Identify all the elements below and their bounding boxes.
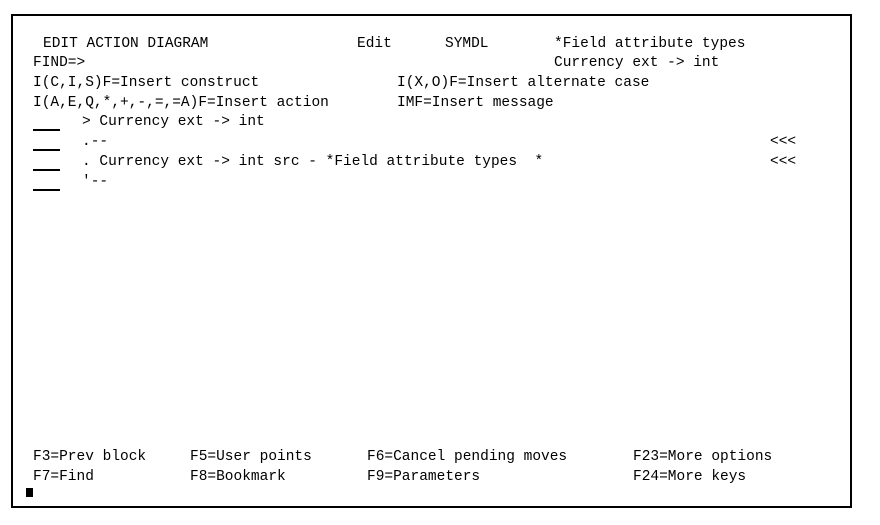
fkey-find[interactable]: F7=Find	[33, 469, 94, 485]
fkey-prev-block[interactable]: F3=Prev block	[33, 449, 147, 465]
find-label: FIND=>	[33, 55, 86, 71]
line-command-input[interactable]	[33, 133, 60, 151]
fkey-cancel-pending-moves[interactable]: F6=Cancel pending moves	[367, 449, 568, 465]
text-cursor	[26, 488, 33, 497]
fkey-bookmark[interactable]: F8=Bookmark	[190, 469, 286, 485]
help-insert-action: I(A,E,Q,*,+,-,=,=A)F=Insert action	[33, 95, 329, 111]
fkey-more-keys[interactable]: F24=More keys	[633, 469, 747, 485]
help-insert-construct: I(C,I,S)F=Insert construct	[33, 75, 260, 91]
find-input[interactable]	[90, 54, 390, 72]
mode-indicator: Edit	[357, 36, 392, 52]
diagram-line: .--	[82, 134, 109, 150]
terminal-screen	[11, 14, 852, 508]
diagram-line: '--	[82, 174, 109, 190]
sub-function-name: Currency ext -> int	[554, 55, 720, 71]
block-marker: <<<	[770, 134, 797, 150]
block-marker: <<<	[770, 154, 797, 170]
model-name: SYMDL	[445, 36, 489, 52]
help-insert-message: IMF=Insert message	[397, 95, 554, 111]
diagram-line: > Currency ext -> int	[82, 114, 265, 130]
line-command-input[interactable]	[33, 153, 60, 171]
fkey-user-points[interactable]: F5=User points	[190, 449, 312, 465]
diagram-line: . Currency ext -> int src - *Field attribute types *	[82, 154, 544, 170]
screen-title: EDIT ACTION DIAGRAM	[43, 36, 209, 52]
fkey-more-options[interactable]: F23=More options	[633, 449, 773, 465]
line-command-input[interactable]	[33, 113, 60, 131]
help-insert-alternate: I(X,O)F=Insert alternate case	[397, 75, 650, 91]
fkey-parameters[interactable]: F9=Parameters	[367, 469, 481, 485]
line-command-input[interactable]	[33, 173, 60, 191]
function-name: *Field attribute types	[554, 36, 746, 52]
